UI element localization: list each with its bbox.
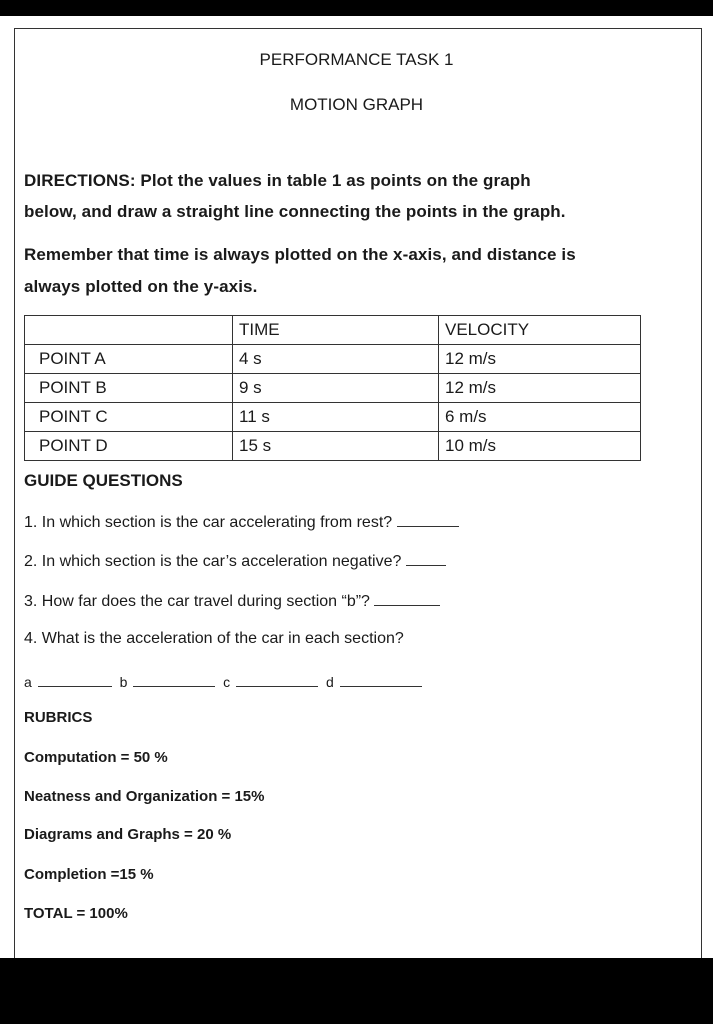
velocity-cell: 12 m/s: [439, 345, 641, 374]
guide-question-2: [24, 551, 446, 571]
time-cell: 11 s: [233, 403, 439, 432]
guide-question-4: 4. What is the acceleration of the car in each section?: [24, 630, 404, 647]
point-cell: POINT B: [25, 374, 233, 403]
values-table: [24, 315, 641, 461]
point-cell: POINT D: [25, 432, 233, 461]
table-row: [25, 345, 641, 374]
answer-blank[interactable]: [406, 551, 446, 566]
table-header-row: [25, 316, 641, 345]
guide-question-1: [24, 512, 459, 532]
table-header-cell: VELOCITY: [439, 316, 641, 345]
directions-line-1: DIRECTIONS: Plot the values in table 1 as points on the graph: [24, 171, 531, 190]
guide-question-3: [24, 591, 440, 611]
guide-questions-heading: GUIDE QUESTIONS: [24, 471, 183, 490]
table-row: [25, 432, 641, 461]
section-a-blank[interactable]: [38, 672, 112, 687]
table-header-cell: [25, 316, 233, 345]
rubric-diagrams: Diagrams and Graphs = 20 %: [24, 826, 232, 843]
rubric-neatness: Neatness and Organization = 15%: [24, 788, 265, 805]
velocity-cell: 6 m/s: [439, 403, 641, 432]
worksheet-border: [14, 28, 702, 958]
velocity-cell: 12 m/s: [439, 374, 641, 403]
rubric-total: TOTAL = 100%: [24, 905, 128, 922]
time-cell: 9 s: [233, 374, 439, 403]
answer-blank[interactable]: [397, 512, 459, 527]
section-c-label: c: [223, 674, 231, 690]
section-c-blank[interactable]: [236, 672, 318, 687]
section-answers-row: [24, 672, 422, 690]
question-text: 1. In which section is the car accelerating from rest?: [24, 514, 393, 531]
rubrics-heading: RUBRICS: [24, 709, 93, 726]
question-text: 3. How far does the car travel during section “b”?: [24, 593, 370, 610]
table-row: [25, 374, 641, 403]
velocity-cell: 10 m/s: [439, 432, 641, 461]
point-cell: POINT C: [25, 403, 233, 432]
time-cell: 15 s: [233, 432, 439, 461]
point-cell: POINT A: [25, 345, 233, 374]
question-text: 2. In which section is the car’s acceleration negative?: [24, 553, 402, 570]
section-a-label: a: [24, 674, 32, 690]
section-d-label: d: [325, 674, 334, 690]
table-row: [25, 403, 641, 432]
rubric-completion: Completion =15 %: [24, 866, 154, 883]
directions-line-2: below, and draw a straight line connecting the points in the graph.: [24, 202, 566, 221]
page-subtitle: MOTION GRAPH: [289, 95, 424, 114]
section-d-blank[interactable]: [340, 672, 422, 687]
section-b-label: b: [119, 674, 128, 690]
bottom-black-bar: [0, 958, 713, 1024]
time-cell: 4 s: [233, 345, 439, 374]
answer-blank[interactable]: [374, 591, 440, 606]
rubric-computation: Computation = 50 %: [24, 749, 168, 766]
page-title: PERFORMANCE TASK 1: [259, 50, 454, 69]
section-b-blank[interactable]: [133, 672, 215, 687]
table-header-cell: TIME: [233, 316, 439, 345]
directions-line-4: always plotted on the y-axis.: [24, 277, 258, 296]
directions-line-3: Remember that time is always plotted on the x-axis, and distance is: [24, 245, 576, 264]
